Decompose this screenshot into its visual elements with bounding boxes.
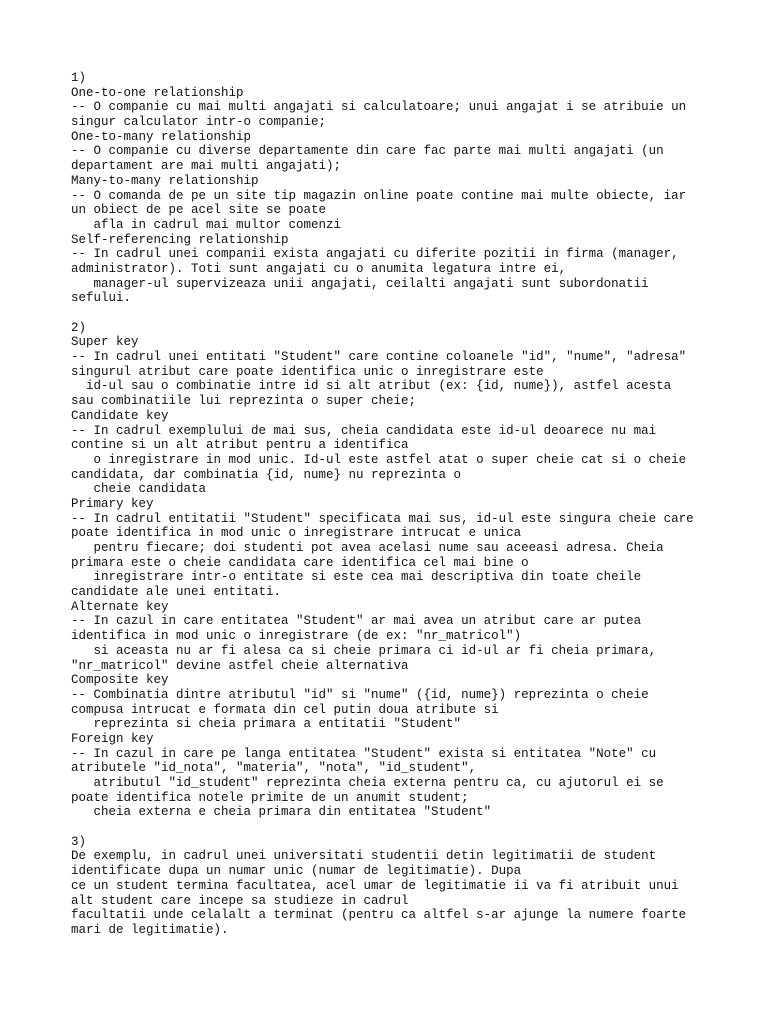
text-line: -- In cadrul unei entitati "Student" care contine coloanele "id", "nume", "adresa" <box>71 350 687 365</box>
text-line: -- In cadrul exemplului de mai sus, cheia candidata este id-ul deoarece nu mai <box>71 423 657 438</box>
text-line: poate identifica in mod unic o inregistrare intrucat e unica <box>71 526 522 541</box>
text-line: inregistrare intr-o entitate si este cea mai descriptiva din toate cheile <box>71 570 642 585</box>
text-line <box>71 306 761 321</box>
text-line: 2) <box>71 320 87 335</box>
text-line: administrator). Toti sunt angajati cu o anumita legatura intre ei, <box>71 261 567 276</box>
text-line: Composite key <box>71 673 169 688</box>
text-line: atributele "id_nota", "materia", "nota", "id_student", <box>71 761 477 776</box>
document-text <box>71 71 761 938</box>
text-line: Self-referencing relationship <box>71 232 289 247</box>
text-line: "nr_matricol" devine astfel cheie alternativa <box>71 658 409 673</box>
text-line: si aceasta nu ar fi alesa ca si cheie primara ci id-ul ar fi cheia primara, <box>71 643 657 658</box>
text-line: 3) <box>71 834 87 849</box>
text-line: One-to-one relationship <box>71 85 244 100</box>
text-line: 1) <box>71 71 87 85</box>
text-line: -- In cazul in care entitatea "Student" ar mai avea un atribut care ar putea <box>71 614 642 629</box>
text-line: sefului. <box>71 291 132 306</box>
text-line: -- O companie cu diverse departamente din care fac parte mai multi angajati (un <box>71 144 664 159</box>
text-line: mari de legitimatie). <box>71 922 229 937</box>
text-line: reprezinta si cheia primara a entitatii "Student" <box>71 717 462 732</box>
text-line: poate identifica notele primite de un anumit student; <box>71 790 469 805</box>
text-line: -- In cazul in care pe langa entitatea "Student" exista si entitatea "Note" cu <box>71 746 657 761</box>
text-line: Alternate key <box>71 599 169 614</box>
text-line: De exemplu, in cadrul unei universitati studentii detin legitimatii de student <box>71 849 657 864</box>
text-line: facultatii unde celalalt a terminat (pentru ca altfel s-ar ajunge la numere foarte <box>71 908 687 923</box>
text-line: Primary key <box>71 496 154 511</box>
text-line: One-to-many relationship <box>71 129 252 144</box>
text-line: identifica in mod unic o inregistrare (de ex: "nr_matricol") <box>71 629 522 644</box>
text-line: alt student care incepe sa studieze in cadrul <box>71 893 409 908</box>
text-line: ce un student termina facultatea, acel umar de legitimatie ii va fi atribuit unui <box>71 878 679 893</box>
text-line: -- O comanda de pe un site tip magazin online poate contine mai multe obiecte, iar <box>71 188 687 203</box>
text-line: Super key <box>71 335 139 350</box>
text-line: cheia externa e cheia primara din entitatea "Student" <box>71 805 492 820</box>
text-line: manager-ul supervizeaza unii angajati, ceilalti angajati sunt subordonatii <box>71 276 649 291</box>
text-line: un obiect de pe acel site se poate <box>71 203 327 218</box>
text-line: pentru fiecare; doi studenti pot avea acelasi nume sau aceeasi adresa. Cheia <box>71 541 664 555</box>
text-line: id-ul sau o combinatie intre id si alt atribut (ex: {id, nume}), astfel acesta <box>71 379 672 394</box>
text-line: singur calculator intr-o companie; <box>71 115 327 130</box>
text-line: contine si un alt atribut pentru a identifica <box>71 438 409 453</box>
text-line: identificate dupa un numar unic (numar de legitimatie). Dupa <box>71 864 522 879</box>
text-line: atributul "id_student" reprezinta cheia externa pentru ca, cu ajutorul ei se <box>71 776 664 790</box>
text-line: departament are mai multi angajati); <box>71 159 342 174</box>
text-line: o inregistrare in mod unic. Id-ul este astfel atat o super cheie cat si o cheie <box>71 452 687 467</box>
text-line: primara este o cheie candidata care identifica cel mai bine o <box>71 555 529 570</box>
text-line: Candidate key <box>71 408 169 423</box>
text-line: Many-to-many relationship <box>71 173 259 188</box>
text-line: afla in cadrul mai multor comenzi <box>71 217 342 232</box>
text-line: Foreign key <box>71 731 154 746</box>
text-line: compusa intrucat e formata din cel putin doua atribute si <box>71 702 499 717</box>
text-line: -- O companie cu mai multi angajati si calculatoare; unui angajat i se atribuie un <box>71 100 687 115</box>
text-line: candidate ale unei entitati. <box>71 585 282 600</box>
text-line: -- In cadrul unei companii exista angajati cu diferite pozitii in firma (manager, <box>71 247 679 262</box>
text-line <box>71 820 761 835</box>
text-line: candidata, dar combinatia {id, nume} nu reprezinta o <box>71 467 462 482</box>
text-line: sau combinatiile lui reprezinta o super cheie; <box>71 394 417 409</box>
text-line: -- In cadrul entitatii "Student" specificata mai sus, id-ul este singura cheie care <box>71 511 694 526</box>
text-line: cheie candidata <box>71 482 207 497</box>
text-line: singurul atribut care poate identifica unic o inregistrare este <box>71 364 544 379</box>
text-line: -- Combinatia dintre atributul "id" si "nume" ({id, nume}) reprezinta o cheie <box>71 687 649 702</box>
